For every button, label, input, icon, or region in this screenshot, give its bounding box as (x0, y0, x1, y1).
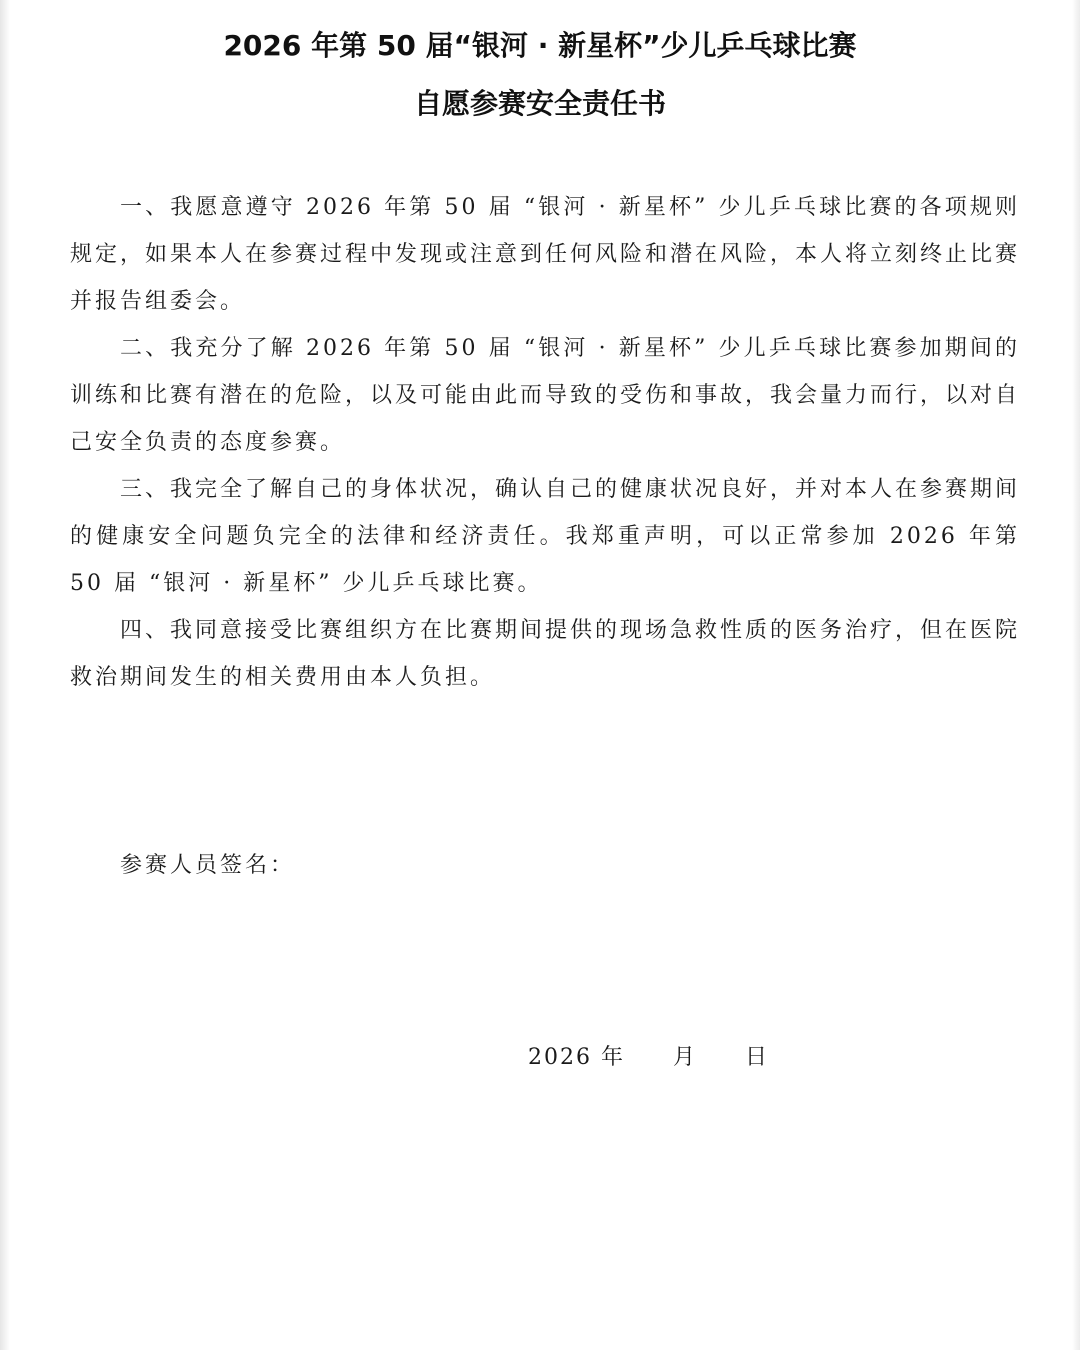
date-month: 月 (672, 1045, 697, 1070)
date-year: 2026 年 (528, 1045, 625, 1070)
date-day: 日 (745, 1045, 770, 1070)
clause-2: 二、我充分了解 2026 年第 50 届 “银河 · 新星杯” 少儿乒乓球比赛参加期间的训练和比赛有潜在的危险，以及可能由此而导致的受伤和事故，我会量力而行，以对自己安全负责的态度参赛。 (70, 336, 1021, 455)
clause-1: 一、我愿意遵守 2026 年第 50 届 “银河 · 新星杯” 少儿乒乓球比赛的各项规则规定，如果本人在参赛过程中发现或注意到任何风险和潜在风险，本人将立刻终止比赛并报告组委会。 (70, 195, 1021, 314)
scan-edge-right (1072, 0, 1080, 1350)
document-body (70, 184, 1020, 701)
scan-edge-left (0, 0, 10, 1350)
document-title: 2026 年第 50 届“银河 · 新星杯”少儿乒乓球比赛 (223, 29, 857, 62)
clause-4: 四、我同意接受比赛组织方在比赛期间提供的现场急救性质的医务治疗，但在医院救治期间发生的相关费用由本人负担。 (70, 618, 1021, 690)
document-subtitle: 自愿参赛安全责任书 (413, 87, 666, 120)
clause-3: 三、我完全了解自己的身体状况，确认自己的健康状况良好，并对本人在参赛期间的健康安全问题负完全的法律和经济责任。我郑重声明，可以正常参加 2026 年第 50 届 “银河 · 新星杯” 少儿乒乓球比赛。 (70, 477, 1021, 596)
date-line (528, 1040, 769, 1071)
signature-label: 参赛人员签名： (120, 853, 296, 878)
